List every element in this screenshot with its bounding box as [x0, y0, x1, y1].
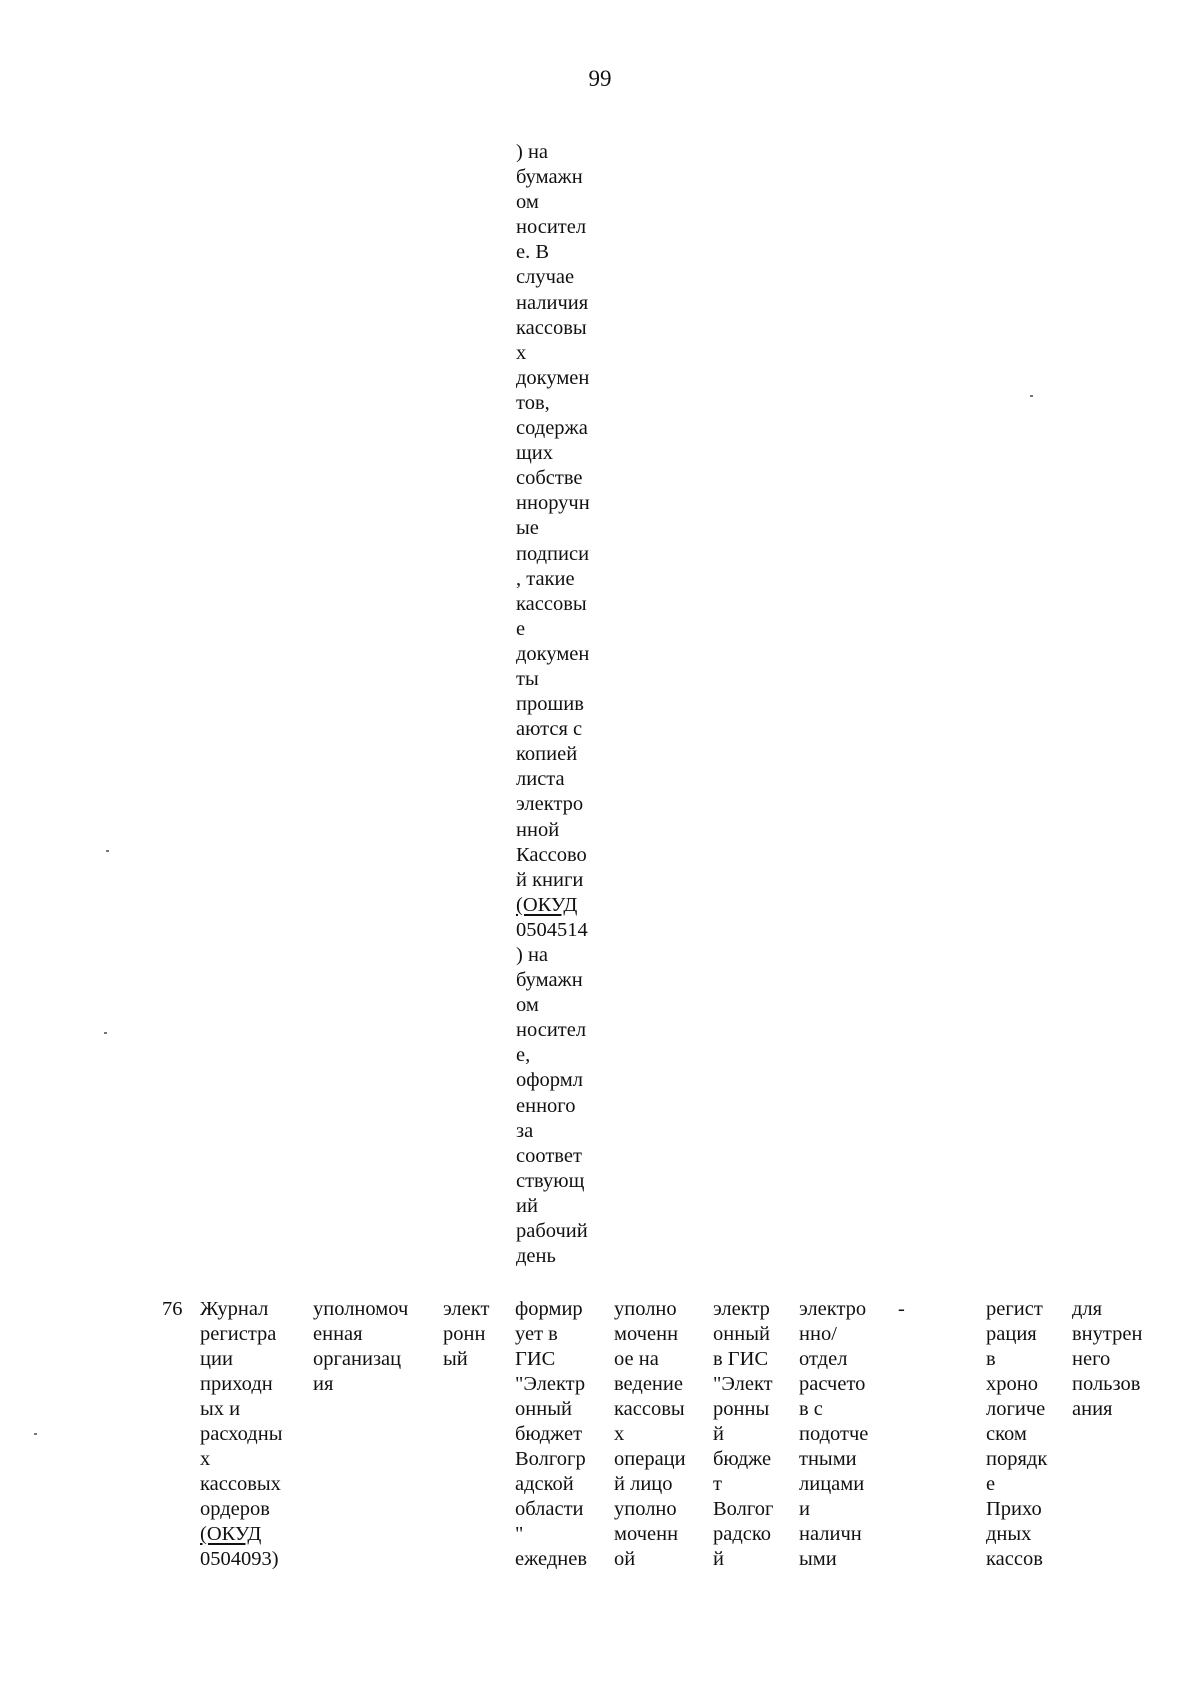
text-line: Прихо — [986, 1498, 1042, 1520]
text-line: кассовы — [516, 592, 587, 615]
text-line: "Электр — [515, 1373, 586, 1395]
text-line: ствующ — [516, 1169, 585, 1192]
text-line: наличн — [799, 1523, 862, 1545]
text-line: бумажн — [516, 166, 583, 189]
text-line: "Элект — [713, 1373, 773, 1395]
text-line: ых и — [200, 1398, 241, 1420]
text-line: лицами — [799, 1473, 865, 1495]
text-line: аются с — [516, 718, 583, 741]
text-line: ом — [516, 191, 539, 214]
text-line: случае — [516, 266, 575, 289]
text-line: в с — [799, 1398, 823, 1420]
page-number: 99 — [588, 66, 612, 91]
text-line: е — [986, 1473, 996, 1495]
text-line: ыми — [799, 1548, 837, 1570]
text-line: , такие — [516, 567, 575, 590]
text-line: элект — [443, 1298, 490, 1320]
text-line: т — [713, 1473, 722, 1495]
text-line: нно/ — [799, 1323, 837, 1345]
text-line: ий — [516, 1194, 538, 1217]
text-line: ) на — [516, 944, 549, 966]
text-line: листа — [516, 768, 565, 791]
text-line: соответ — [516, 1144, 582, 1167]
text-line: радско — [713, 1523, 772, 1545]
text-line: дных — [986, 1523, 1032, 1545]
text-line: оформл — [516, 1069, 583, 1092]
text-line: ое на — [614, 1348, 659, 1370]
text-line: него — [1072, 1348, 1111, 1370]
text-line: й — [713, 1548, 724, 1570]
text-line: ый — [443, 1348, 468, 1370]
text-line: Волгог — [713, 1498, 774, 1520]
text-line: организац — [313, 1348, 402, 1370]
text-line: ГИС — [515, 1348, 556, 1370]
text-line: е. В — [516, 241, 550, 264]
row-number: 76 — [162, 1298, 183, 1320]
text-line: 0504093) — [200, 1548, 279, 1570]
text-line: уполномоч — [313, 1298, 409, 1320]
text-line: в ГИС — [713, 1348, 769, 1370]
text-line: расчето — [799, 1373, 866, 1395]
text-line: онный — [713, 1323, 770, 1345]
text-line: за — [516, 1119, 534, 1142]
text-line: кассовы — [516, 316, 587, 339]
text-line: й книги — [516, 868, 584, 891]
text-line: х — [614, 1423, 625, 1445]
text-line: ском — [986, 1423, 1027, 1445]
text-line: докумен — [516, 642, 590, 665]
text-line: подотче — [799, 1423, 869, 1445]
text-line: моченн — [614, 1523, 679, 1545]
text-line: день — [516, 1245, 556, 1268]
text-line: ции — [200, 1348, 233, 1370]
text-line: регист — [986, 1298, 1043, 1320]
text-line: бумажн — [516, 969, 583, 992]
text-line: (ОКУД — [516, 893, 578, 916]
continued-cell — [516, 140, 590, 1269]
text-line: й — [713, 1423, 724, 1445]
text-line: бюдже — [713, 1448, 772, 1470]
text-line: собстве — [516, 467, 583, 490]
responsible-cell — [313, 1297, 408, 1397]
text-line: ронны — [713, 1398, 770, 1420]
text-line: Журнал — [200, 1298, 269, 1320]
document-name-cell — [200, 1297, 282, 1572]
text-line: уполно — [614, 1298, 677, 1320]
text-line: электро — [516, 793, 584, 816]
text-line: ) на — [516, 141, 549, 163]
scan-speck — [34, 1433, 37, 1435]
text-line: моченн — [614, 1323, 679, 1345]
text-line: электро — [799, 1298, 867, 1320]
text-line: нноручн — [516, 492, 590, 515]
text-line: нной — [516, 818, 560, 841]
text-line: копией — [516, 743, 578, 766]
scan-speck — [104, 1032, 107, 1034]
text-line: пользов — [1072, 1373, 1141, 1395]
text-line: 0504514 — [516, 918, 588, 941]
recipient-cell — [799, 1297, 868, 1572]
text-line: формир — [515, 1298, 583, 1320]
text-line: х — [516, 341, 527, 364]
text-line: операци — [614, 1448, 686, 1470]
text-line: носител — [516, 1019, 587, 1042]
dash-cell: - — [898, 1298, 905, 1320]
text-line: енная — [313, 1323, 363, 1345]
text-line: наличия — [516, 291, 589, 314]
text-line: адской — [515, 1473, 574, 1495]
text-line: ронн — [443, 1323, 486, 1345]
text-line: онный — [515, 1398, 572, 1420]
text-line: расходны — [200, 1423, 283, 1445]
text-line: и — [799, 1498, 810, 1520]
text-line: е, — [516, 1044, 531, 1067]
registration-cell — [986, 1297, 1047, 1572]
text-line: порядк — [986, 1448, 1048, 1470]
text-line: ордеров — [200, 1498, 270, 1520]
text-line: регистра — [200, 1323, 277, 1345]
text-line: ой — [614, 1548, 636, 1570]
text-line: Кассово — [516, 843, 587, 866]
text-line: ые — [516, 517, 539, 540]
text-line: внутрен — [1072, 1323, 1143, 1345]
text-line: ведение — [614, 1373, 683, 1395]
text-line: приходн — [200, 1373, 273, 1395]
form-cell — [443, 1297, 489, 1372]
text-line: содержа — [516, 417, 588, 440]
purpose-cell — [1072, 1297, 1142, 1422]
text-line: х — [200, 1448, 211, 1470]
text-line: уполно — [614, 1498, 677, 1520]
signer-cell — [614, 1297, 686, 1572]
text-line: кассов — [986, 1548, 1043, 1570]
text-line: докумен — [516, 366, 590, 389]
text-line: е — [516, 617, 526, 640]
text-line: электр — [713, 1298, 770, 1320]
text-line: ежеднев — [515, 1548, 588, 1570]
text-line: бюджет — [515, 1423, 583, 1445]
text-line: кассовых — [200, 1473, 281, 1495]
text-line: подписи — [516, 542, 590, 565]
text-line: ом — [516, 994, 539, 1017]
formation-cell — [515, 1297, 587, 1572]
text-line: ует в — [515, 1323, 558, 1345]
text-line: рабочий — [516, 1220, 588, 1243]
text-line: щих — [516, 442, 554, 465]
text-line: енного — [516, 1094, 576, 1117]
text-line: прошив — [516, 693, 584, 716]
text-line: отдел — [799, 1348, 848, 1370]
text-line: (ОКУД — [200, 1523, 262, 1545]
scan-speck — [106, 850, 109, 852]
text-line: области — [515, 1498, 584, 1520]
text-line: хроно — [986, 1373, 1038, 1395]
text-line: кассовы — [614, 1398, 685, 1420]
text-line: тов, — [516, 391, 550, 414]
text-line: рация — [986, 1323, 1037, 1345]
scan-speck — [1030, 395, 1033, 397]
text-line: носител — [516, 216, 587, 239]
text-line: ания — [1072, 1398, 1113, 1420]
text-line: в — [986, 1348, 996, 1370]
text-line: для — [1072, 1298, 1103, 1320]
text-line: ия — [313, 1373, 334, 1395]
text-line: ты — [516, 667, 539, 690]
text-line: Волгогр — [515, 1448, 586, 1470]
storage-cell — [713, 1297, 773, 1572]
text-line: логиче — [986, 1398, 1046, 1420]
text-line: й лицо — [614, 1473, 673, 1495]
text-line: тными — [799, 1448, 857, 1470]
text-line: " — [515, 1523, 524, 1545]
